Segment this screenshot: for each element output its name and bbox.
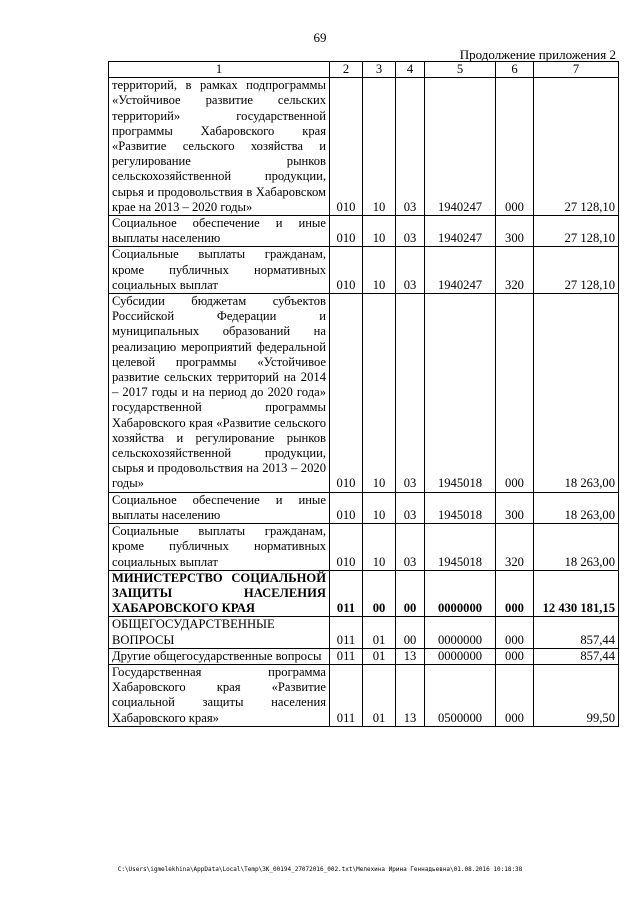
subsection-code-cell: 03 [396,492,425,523]
amount-cell: 857,44 [534,648,619,664]
row-name-cell: Социальное обеспечение и иные выплаты населению [109,492,330,523]
table-row [109,617,619,648]
section-code-cell: 10 [363,492,396,523]
amount-cell: 27 128,10 [534,78,619,216]
row-name-cell: ОБЩЕГОСУДАРСТВЕННЫЕ ВОПРОСЫ [109,617,330,648]
target-article-cell: 1945018 [425,492,496,523]
section-code-cell: 10 [363,216,396,247]
target-article-cell: 1940247 [425,78,496,216]
subsection-code-cell: 13 [396,664,425,726]
ministry-code-cell: 011 [330,617,363,648]
section-code-cell: 10 [363,524,396,571]
column-header: 5 [425,62,496,78]
amount-cell: 18 263,00 [534,492,619,523]
expense-type-cell: 000 [496,570,534,617]
row-name-cell: Социальное обеспечение и иные выплаты населению [109,216,330,247]
section-code-cell: 00 [363,570,396,617]
table-row [109,524,619,571]
table-row [109,492,619,523]
section-code-cell: 10 [363,294,396,493]
column-header: 3 [363,62,396,78]
amount-cell: 18 263,00 [534,524,619,571]
subsection-code-cell: 13 [396,648,425,664]
section-code-cell: 10 [363,78,396,216]
amount-cell: 27 128,10 [534,216,619,247]
column-header: 7 [534,62,619,78]
subsection-code-cell: 03 [396,294,425,493]
table-row [109,648,619,664]
expense-type-cell: 000 [496,617,534,648]
subsection-code-cell: 03 [396,78,425,216]
ministry-code-cell: 011 [330,648,363,664]
target-article-cell: 1945018 [425,294,496,493]
table-row [109,664,619,726]
table-row [109,570,619,617]
target-article-cell: 0000000 [425,617,496,648]
expense-type-cell: 000 [496,78,534,216]
expense-type-cell: 000 [496,648,534,664]
ministry-code-cell: 010 [330,78,363,216]
amount-cell: 18 263,00 [534,294,619,493]
subsection-code-cell: 00 [396,617,425,648]
amount-cell: 857,44 [534,617,619,648]
table-row [109,78,619,216]
target-article-cell: 1940247 [425,216,496,247]
row-name-cell: Социальные выплаты гражданам, кроме публичных нормативных социальных выплат [109,524,330,571]
table-row [109,294,619,493]
section-code-cell: 01 [363,617,396,648]
continuation-label: Продолжение приложения 2 [459,47,616,62]
ministry-code-cell: 010 [330,492,363,523]
subsection-code-cell: 03 [396,524,425,571]
table-row [109,216,619,247]
expense-type-cell: 000 [496,664,534,726]
ministry-code-cell: 010 [330,524,363,571]
amount-cell: 99,50 [534,664,619,726]
subsection-code-cell: 00 [396,570,425,617]
target-article-cell: 1945018 [425,524,496,571]
table-row [109,247,619,294]
file-path-footer: C:\Users\igmelekhina\AppData\Local\Temp\ЗК_00194_27072016_002.txt\Мелехина Ирина Геннадьевна\01.08.2016 10:18:38 [117,866,523,873]
amount-cell: 27 128,10 [534,247,619,294]
budget-table [108,61,619,727]
row-name-cell: территорий, в рамках подпрограммы «Устойчивое развитие сельских территорий» государственной программы Хабаровского края «Развитие сельского хозяйства и регулирование рынков сельскохозяйственной продукции, сырья и продовольствия в Хабаровском крае на 2013 – 2020 годы» [109,78,330,216]
section-code-cell: 01 [363,664,396,726]
target-article-cell: 0500000 [425,664,496,726]
ministry-code-cell: 010 [330,216,363,247]
target-article-cell: 0000000 [425,570,496,617]
expense-type-cell: 300 [496,216,534,247]
column-header: 6 [496,62,534,78]
column-header: 4 [396,62,425,78]
row-name-cell: Субсидии бюджетам субъектов Российской Федерации и муниципальных образований на реализацию мероприятий федеральной целевой программы «Устойчивое развитие сельских территорий на 2014 – 2017 годы и на период до 2020 года» государственной программы Хабаровского края «Развитие сельского хозяйства и регулирование рынков сельскохозяйственной продукции, сырья и продовольствия на 2013 – 2020 годы» [109,294,330,493]
column-header: 1 [109,62,330,78]
table-header-row [109,62,619,78]
page-number: 69 [313,30,327,45]
ministry-code-cell: 011 [330,664,363,726]
expense-type-cell: 320 [496,247,534,294]
amount-cell: 12 430 181,15 [534,570,619,617]
ministry-code-cell: 010 [330,294,363,493]
target-article-cell: 1940247 [425,247,496,294]
row-name-cell: МИНИСТЕРСТВО СОЦИАЛЬНОЙ ЗАЩИТЫ НАСЕЛЕНИЯ ХАБАРОВСКОГО КРАЯ [109,570,330,617]
row-name-cell: Другие общегосударственные вопросы [109,648,330,664]
subsection-code-cell: 03 [396,247,425,294]
row-name-cell: Государственная программа Хабаровского края «Развитие социальной защиты населения Хабаровского края» [109,664,330,726]
ministry-code-cell: 010 [330,247,363,294]
section-code-cell: 10 [363,247,396,294]
subsection-code-cell: 03 [396,216,425,247]
column-header: 2 [330,62,363,78]
expense-type-cell: 000 [496,294,534,493]
section-code-cell: 01 [363,648,396,664]
ministry-code-cell: 011 [330,570,363,617]
target-article-cell: 0000000 [425,648,496,664]
expense-type-cell: 300 [496,492,534,523]
row-name-cell: Социальные выплаты гражданам, кроме публичных нормативных социальных выплат [109,247,330,294]
expense-type-cell: 320 [496,524,534,571]
